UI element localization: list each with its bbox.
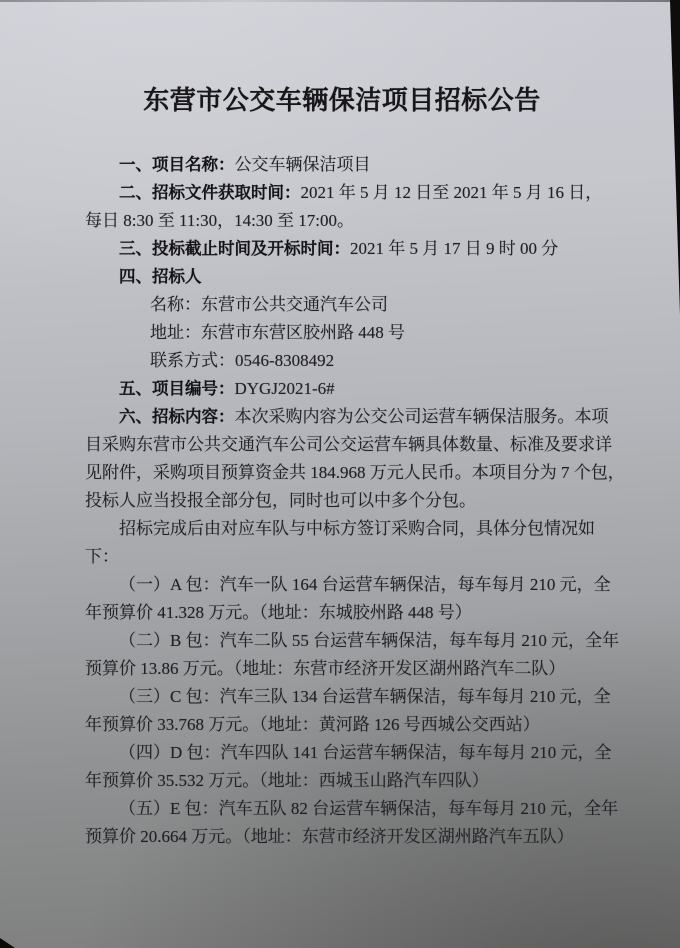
doc-line-label: 一、项目名称： xyxy=(119,156,235,174)
doc-line xyxy=(85,263,599,291)
doc-line xyxy=(85,515,599,543)
doc-line-label: 三、投标截止时间及开标时间： xyxy=(119,240,350,258)
doc-line xyxy=(85,319,599,347)
doc-line-text: 2021 年 5 月 12 日至 2021 年 5 月 16 日， xyxy=(300,183,603,202)
doc-line xyxy=(85,795,619,823)
doc-line xyxy=(85,207,599,235)
doc-line-text: 投标人应当投报全部分包，同时也可以中多个分包。 xyxy=(85,491,476,510)
doc-line xyxy=(85,403,609,431)
doc-line-text: 下： xyxy=(85,547,119,566)
doc-line xyxy=(85,571,611,599)
doc-line-text: 名称：东营市公共交通汽车公司 xyxy=(150,295,388,314)
doc-line-text: （三）C 包：汽车三队 134 台运营车辆保洁，每车每月 210 元，全 xyxy=(119,687,611,706)
photo-edge-top-right xyxy=(670,0,680,315)
doc-line xyxy=(85,599,599,627)
doc-line-text: 年预算价 41.328 万元。（地址：东城胶州路 448 号） xyxy=(85,603,472,622)
doc-line xyxy=(85,235,599,263)
doc-line xyxy=(85,487,599,515)
doc-line-label: 四、招标人 xyxy=(119,268,202,286)
doc-line xyxy=(85,627,620,655)
doc-line xyxy=(85,375,599,403)
doc-line-text: 联系方式：0546-8308492 xyxy=(150,351,335,370)
doc-line-label: 五、项目编号： xyxy=(119,380,235,398)
doc-line-text: 2021 年 5 月 17 日 9 时 00 分 xyxy=(350,239,559,258)
doc-line xyxy=(85,683,611,711)
doc-line-text: （五）E 包：汽车五队 82 台运营车辆保洁，每车每月 210 元，全年 xyxy=(119,799,619,818)
doc-line-text: （二）B 包：汽车二队 55 台运营车辆保洁，每车每月 210 元，全年 xyxy=(119,631,620,650)
doc-line-label: 二、招标文件获取时间： xyxy=(119,184,301,202)
doc-line-label: 六、招标内容： xyxy=(119,408,235,426)
doc-line xyxy=(85,179,603,207)
doc-line-text: 预算价 20.664 万元。（地址：东营市经济开发区湖州路汽车五队） xyxy=(85,827,574,846)
doc-line xyxy=(85,543,599,571)
doc-line xyxy=(85,151,599,179)
doc-line xyxy=(85,459,625,487)
doc-line-text: 目采购东营市公共交通汽车公司公交运营车辆具体数量、标准及要求详 xyxy=(85,435,612,454)
doc-line xyxy=(85,655,599,683)
doc-line xyxy=(85,291,599,319)
photo-edge-top xyxy=(0,0,680,2)
doc-line-text: 地址：东营市东营区胶州路 448 号 xyxy=(150,323,405,342)
document-title: 东营市公交车辆保洁项目招标公告 xyxy=(143,86,541,115)
doc-line xyxy=(85,711,599,739)
doc-line xyxy=(85,739,612,767)
photo-edge-bottom-left xyxy=(0,938,15,948)
doc-line-text: 年预算价 35.532 万元。（地址：西城玉山路汽车四队） xyxy=(85,771,489,790)
doc-line-text: 每日 8:30 至 11:30，14:30 至 17:00。 xyxy=(85,211,355,230)
doc-line xyxy=(85,347,599,375)
doc-line xyxy=(85,431,612,459)
doc-line-text: 见附件，采购项目预算资金共 184.968 万元人民币。本项目分为 7 个包， xyxy=(85,463,625,482)
doc-line-text: 公交车辆保洁项目 xyxy=(234,155,371,174)
doc-line-text: 本次采购内容为公交公司运营车辆保洁服务。本项 xyxy=(234,407,609,426)
doc-line-text: （一）A 包：汽车一队 164 台运营车辆保洁，每车每月 210 元，全 xyxy=(119,575,611,594)
doc-line-text: 年预算价 33.768 万元。（地址：黄河路 126 号西城公交西站） xyxy=(85,715,540,734)
doc-line-text: （四）D 包：汽车四队 141 台运营车辆保洁，每车每月 210 元，全 xyxy=(119,743,612,762)
doc-line-text: DYGJ2021-6# xyxy=(234,379,335,398)
doc-line-text: 招标完成后由对应车队与中标方签订采购合同，具体分包情况如 xyxy=(119,519,595,538)
doc-line xyxy=(85,823,599,851)
doc-line-text: 预算价 13.86 万元。（地址：东营市经济开发区湖州路汽车二队） xyxy=(85,659,566,678)
document-page xyxy=(85,86,625,851)
doc-line xyxy=(85,767,599,795)
